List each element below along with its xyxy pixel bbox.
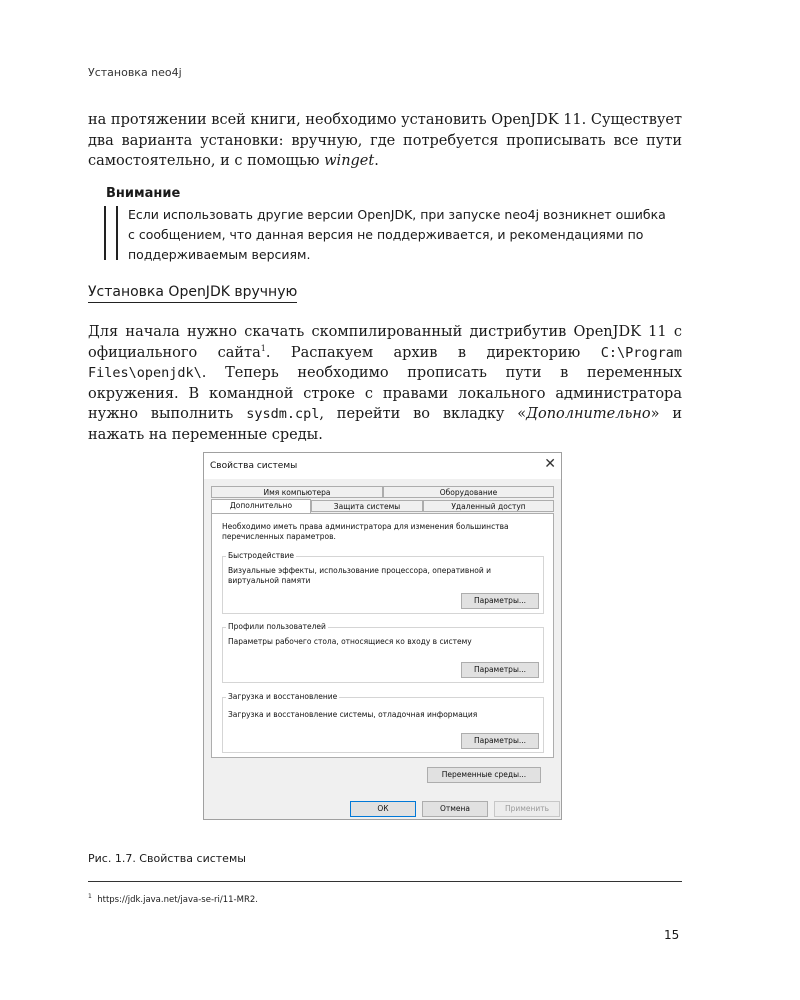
dialog-title: Свойства системы bbox=[210, 461, 298, 471]
tab-remote-access[interactable]: Удаленный доступ bbox=[423, 500, 554, 512]
p2-part4: , перейти во вкладку « bbox=[319, 406, 527, 422]
group-user-profiles bbox=[222, 622, 544, 683]
page-number: 15 bbox=[664, 928, 680, 942]
group-startup-text: Загрузка и восстановление системы, отладочная информация bbox=[228, 710, 478, 719]
startup-settings-button[interactable]: Параметры... bbox=[461, 733, 539, 749]
footnote-ref[interactable]: 1 bbox=[260, 343, 266, 353]
p2-part3: . Теперь необходимо прописать пути в переменных окружения. В командной строке с правами локального администратора нужно выполнить bbox=[88, 365, 682, 422]
p2-part5: » и нажать на переменные среды. bbox=[88, 406, 683, 443]
dialog-titlebar bbox=[204, 453, 561, 479]
group-performance bbox=[222, 551, 544, 614]
environment-variables-button[interactable]: Переменные среды... bbox=[427, 767, 541, 783]
footnote-divider bbox=[88, 881, 682, 882]
paragraph-intro-end: . bbox=[374, 153, 379, 169]
footnote-number: 1 bbox=[88, 893, 92, 900]
advanced-tab-panel bbox=[211, 513, 554, 758]
tab-computer-name[interactable]: Имя компьютера bbox=[211, 486, 383, 498]
paragraph-intro-text: на протяжении всей книги, необходимо установить OpenJDK 11. Существует два варианта установки: вручную, где потребуется прописывать все пути самостоятельно, и с помощью bbox=[88, 112, 682, 169]
install-path: C:\Program Files\openjdk\ bbox=[88, 344, 682, 381]
tab-name-term: Дополнительно bbox=[526, 406, 651, 422]
running-head: Установка neo4j bbox=[88, 66, 182, 79]
admin-note: Необходимо иметь права администратора для изменения большинства перечисленных параметров. bbox=[222, 522, 509, 541]
ok-button[interactable]: ОК bbox=[350, 801, 416, 817]
sysdm-command: sysdm.cpl bbox=[246, 406, 320, 422]
close-icon[interactable]: ✕ bbox=[544, 456, 556, 472]
group-profiles-text: Параметры рабочего стола, относящиеся ко входу в систему bbox=[228, 637, 472, 646]
winget-term: winget bbox=[324, 153, 375, 169]
tab-hardware[interactable]: Оборудование bbox=[383, 486, 554, 498]
group-performance-title: Быстродействие bbox=[228, 551, 294, 560]
tab-advanced[interactable]: Дополнительно bbox=[211, 499, 311, 513]
group-startup-recovery bbox=[222, 692, 544, 753]
footnote-link[interactable]: https://jdk.java.net/java-se-ri/11-MR2. bbox=[97, 894, 258, 905]
performance-settings-button[interactable]: Параметры... bbox=[461, 593, 539, 609]
section-heading: Установка OpenJDK вручную bbox=[88, 284, 297, 303]
note-title: Внимание bbox=[106, 186, 181, 201]
system-properties-dialog bbox=[203, 452, 562, 820]
apply-button[interactable]: Применить bbox=[494, 801, 560, 817]
profiles-settings-button[interactable]: Параметры... bbox=[461, 662, 539, 678]
footnote bbox=[88, 893, 258, 905]
note-bar-icon bbox=[104, 206, 118, 260]
group-performance-text: Визуальные эффекты, использование процессора, оперативной и виртуальной памяти bbox=[228, 566, 491, 585]
paragraph-intro bbox=[88, 110, 682, 172]
p2-part1: Для начала нужно скачать скомпилированный дистрибутив OpenJDK 11 с официального сайта bbox=[88, 324, 682, 361]
group-startup-title: Загрузка и восстановление bbox=[228, 692, 338, 701]
p2-part2: . Распакуем архив в директорию bbox=[265, 344, 601, 361]
cancel-button[interactable]: Отмена bbox=[422, 801, 488, 817]
group-profiles-title: Профили пользователей bbox=[228, 622, 326, 631]
paragraph-install bbox=[88, 322, 682, 445]
tab-system-protection[interactable]: Защита системы bbox=[311, 500, 423, 512]
note-text: Если использовать другие версии OpenJDK, при запуске neo4j возникнет ошибка с сообщением, что данная версия не поддерживается, и рекомендациями по поддерживаемым версиям. bbox=[128, 207, 666, 262]
figure-caption: Рис. 1.7. Свойства системы bbox=[88, 852, 246, 865]
